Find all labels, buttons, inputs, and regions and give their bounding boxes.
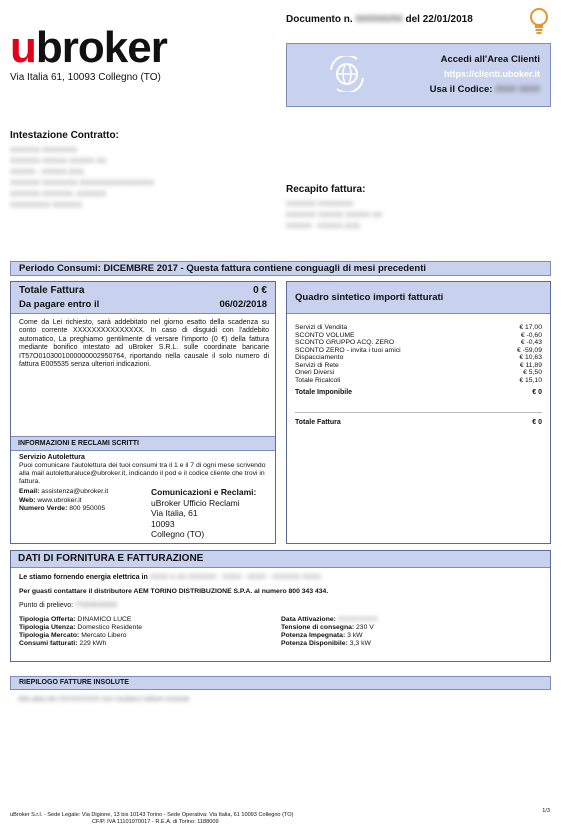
- intestazione-title: Intestazione Contratto:: [10, 130, 119, 141]
- punto-label: Punto di prelievo:: [19, 602, 74, 609]
- guasti-line: Per guasti contattare il distributore AEM TORINO DISTRIBUZIONE S.P.A. al numero 800 343 434.: [19, 588, 329, 595]
- quadro-row: [295, 362, 542, 370]
- fornitura-row: [19, 640, 142, 648]
- intestazione-line: XXXXXXXX XXXXXX: [10, 200, 83, 209]
- clienti-code: [430, 84, 540, 95]
- punto-value: IT000E00000: [75, 602, 118, 609]
- footer-line-1: uBroker S.r.l. - Sede Legale: Via Digione, 13 bis 10143 Torino - Sede Operativa: Via Italia, 61 10093 Collegno (TO): [10, 812, 294, 818]
- quadro-row-label: Totale Ricalcoli: [295, 376, 341, 384]
- fornitura-row-label: Data Attivazione:: [281, 616, 336, 623]
- quadro-row-label: SCONTO VOLUME: [295, 331, 355, 339]
- fornitura-row-value: Domestico Residente: [77, 624, 143, 631]
- fornitura-row: [281, 640, 378, 648]
- fornitura-row: [281, 632, 378, 640]
- footer-line-2: CF/P. IVA 11101970017 - R.E.A. di Torino: 1188009: [92, 819, 219, 825]
- email-label: Email:: [19, 488, 40, 495]
- company-address: Via Italia 61, 10093 Collegno (TO): [10, 72, 161, 83]
- fornitura-row: [19, 624, 142, 632]
- fornitura-row: [281, 616, 378, 624]
- servizio-text: Puoi comunicare l'autolettura dei tuoi consumi tra il 1 e il 7 di ogni mese scrivendo alla mail autoletturaluce@ubroker.it, indicando il pod e il codice cliente che trovi in fattura.: [19, 462, 266, 485]
- imponibile-label: Totale Imponibile: [295, 389, 353, 396]
- imponibile-value: € 0: [532, 389, 542, 396]
- quadro-items: [295, 324, 542, 384]
- quadro-row: [295, 377, 542, 385]
- fornitura-row-value: 3,3 kW: [349, 640, 371, 647]
- fornitura-row-label: Consumi fatturati:: [19, 640, 78, 647]
- totale-header: [11, 282, 275, 314]
- quadro-row-value: € -59,09: [517, 346, 542, 354]
- intestazione-lines: [10, 144, 154, 210]
- quadro-row: [295, 347, 542, 355]
- web-link[interactable]: www.ubroker.it: [37, 496, 82, 504]
- punto-line: [19, 602, 117, 609]
- fornitura-band: [11, 551, 550, 568]
- payment-message: Come da Lei richiesto, sarà addebitato nel giorno esatto della scadenza su conto corrente XXXXXXXXXXXXXXX. In caso di disguidi con l'addebito automatico, La preghiamo gentilmente di versare l'importo (0 €) della fattura mediante bonifico intestato ad uBroker S.R.L. sulle coordinate bancarie IT57O0103001000000002950764, riportando nella causale il solo numero di fattura E005535 senza ulteriori indicazioni.: [19, 319, 269, 369]
- quadro-row-label: Oneri Diversi: [295, 369, 335, 376]
- intestazione-line: XXXXXX XXXXXXX: [10, 145, 78, 154]
- document-number: [286, 14, 473, 25]
- fornitura-row: [19, 632, 142, 640]
- quadro-row-value: € 15,10: [519, 376, 542, 384]
- periodo-band: [10, 261, 551, 276]
- page-number: 1/3: [542, 808, 550, 814]
- recapito-line: XXXXXX XXXXXXX: [286, 199, 354, 208]
- verde-number: 800 950005: [69, 505, 106, 512]
- fornitura-row-value: Mercato Libero: [81, 632, 127, 639]
- intestazione-line: XXXXXX XXXXX XXXXX XX: [10, 156, 107, 165]
- quadro-totale-label: Totale Fattura: [295, 419, 341, 426]
- reclami-line: 10093: [151, 518, 175, 529]
- logo-u: u: [10, 23, 36, 72]
- logo-broker: broker: [35, 23, 167, 72]
- quadro-row: [295, 332, 542, 340]
- verde-label: Numero Verde:: [19, 505, 68, 512]
- quadro-row-label: SCONTO GRUPPO ACQ. ZERO: [295, 339, 395, 346]
- intestazione-line: XXXXXX XXXXXXX XXXXXXXXXXXXXXX: [10, 178, 155, 187]
- quadro-row-label: Servizi di Vendita: [295, 324, 348, 331]
- recapito-title: Recapito fattura:: [286, 184, 366, 195]
- quadro-row-value: € -0,60: [520, 331, 542, 339]
- code-value: 0000 0000: [495, 84, 540, 95]
- periodo-text: Periodo Consumi: DICEMBRE 2017 - Questa fattura contiene conguagli di mesi precedenti: [19, 263, 426, 274]
- quadro-row-value: € -0,43: [520, 339, 542, 346]
- totale-box: [10, 281, 276, 544]
- quadro-row-label: Dispacciamento: [295, 354, 344, 361]
- globe-icon: [327, 56, 367, 92]
- quadro-title: Quadro sintetico importi fatturati: [295, 292, 444, 303]
- intestazione-line: XXXXX - XXXXX (XX): [10, 167, 84, 176]
- fornitura-row: [19, 616, 142, 624]
- recapito-line: XXXXX - XXXXX (XX): [286, 221, 360, 230]
- fornitura-left: [19, 616, 142, 648]
- fornitura-row-value: 230 V: [356, 624, 374, 631]
- recapito-line: XXXXXX XXXXX XXXXX XX: [286, 210, 383, 219]
- lightbulb-icon: [528, 6, 550, 38]
- logo: [10, 23, 167, 72]
- intestazione-line: XXXXXX XXXXXX: XXXXXX: [10, 189, 107, 198]
- area-clienti-box[interactable]: [286, 43, 551, 107]
- quadro-row: [295, 324, 542, 332]
- quadro-header: [287, 282, 550, 314]
- due-date: 06/02/2018: [219, 299, 267, 310]
- servizio-title: Servizio Autolettura: [19, 454, 85, 461]
- supply-line: [19, 574, 321, 581]
- reclami-line: Collegno (TO): [151, 529, 205, 539]
- fornitura-row-label: Potenza Impegnata:: [281, 632, 346, 639]
- due-label: Da pagare entro il: [19, 299, 100, 310]
- fornitura-row-value: 3 kW: [347, 632, 363, 639]
- totale-value: 0 €: [253, 285, 267, 296]
- riepilogo-band-text: RIEPILOGO FATTURE INSOLUTE: [19, 679, 129, 686]
- reclami: [151, 487, 256, 540]
- fornitura-row: [281, 624, 378, 632]
- recapito-lines: [286, 198, 382, 231]
- fornitura-row-label: Tipologia Offerta:: [19, 616, 76, 623]
- fornitura-row-label: Potenza Disponibile:: [281, 640, 348, 647]
- fornitura-row-value: 229 kWh: [79, 640, 107, 647]
- reclami-line: Via Italia, 61: [151, 508, 198, 518]
- fornitura-box: [10, 550, 551, 662]
- imponibile-row: [295, 389, 542, 396]
- quadro-divider: [295, 412, 542, 413]
- doc-date: del 22/01/2018: [405, 14, 473, 25]
- supply-value: XXXX X XX XXXXXX - XXXX - XXXX - XXXXXX XXXX: [149, 574, 321, 581]
- totale-label: Totale Fattura: [19, 285, 85, 296]
- quadro-row: [295, 339, 542, 347]
- quadro-row: [295, 369, 542, 377]
- fornitura-row-label: Tensione di consegna:: [281, 624, 355, 631]
- info-band: [11, 436, 275, 451]
- supply-label: Le stiamo fornendo energia elettrica in: [19, 574, 148, 581]
- quadro-row-value: € 17,00: [519, 324, 542, 331]
- doc-number: 000000/00: [355, 14, 403, 25]
- fornitura-row-label: Tipologia Utenza:: [19, 624, 76, 631]
- riepilogo-text: Alla data del XX/XX/XXXX non risultano fatture insolute: [18, 696, 190, 703]
- quadro-row-label: Servizi di Rete: [295, 361, 339, 369]
- quadro-row-value: € 11,89: [519, 361, 542, 369]
- fornitura-band-text: DATI DI FORNITURA E FATTURAZIONE: [18, 553, 204, 564]
- fornitura-row-value: XX/XX/XXXX: [337, 616, 378, 623]
- email-link[interactable]: assistenza@ubroker.it: [41, 488, 109, 495]
- clienti-title: Accedi all'Area Clienti: [440, 54, 540, 65]
- reclami-line: uBroker Ufficio Reclami: [151, 497, 240, 508]
- quadro-totale-row: [295, 419, 542, 426]
- quadro-box: [286, 281, 551, 544]
- fornitura-row-label: Tipologia Mercato:: [19, 632, 80, 639]
- quadro-row-value: € 10,63: [519, 354, 542, 361]
- quadro-row-value: € 5,50: [523, 369, 542, 376]
- doc-label: Documento n.: [286, 14, 353, 25]
- fornitura-right: [281, 616, 378, 648]
- clienti-url[interactable]: https://clienti.uboker.it: [443, 69, 540, 79]
- quadro-row: [295, 354, 542, 362]
- reclami-title: Comunicazioni e Reclami:: [151, 487, 257, 497]
- riepilogo-band: [10, 676, 551, 690]
- web-label: Web:: [19, 496, 36, 504]
- info-band-text: INFORMAZIONI E RECLAMI SCRITTI: [18, 440, 139, 447]
- fornitura-row-value: DINAMICO LUCE: [77, 616, 132, 623]
- code-label: Usa il Codice:: [429, 84, 493, 95]
- quadro-totale-value: € 0: [532, 419, 542, 426]
- contacts: [19, 488, 108, 514]
- quadro-row-label: SCONTO ZERO - invita i tuoi amici: [295, 346, 401, 354]
